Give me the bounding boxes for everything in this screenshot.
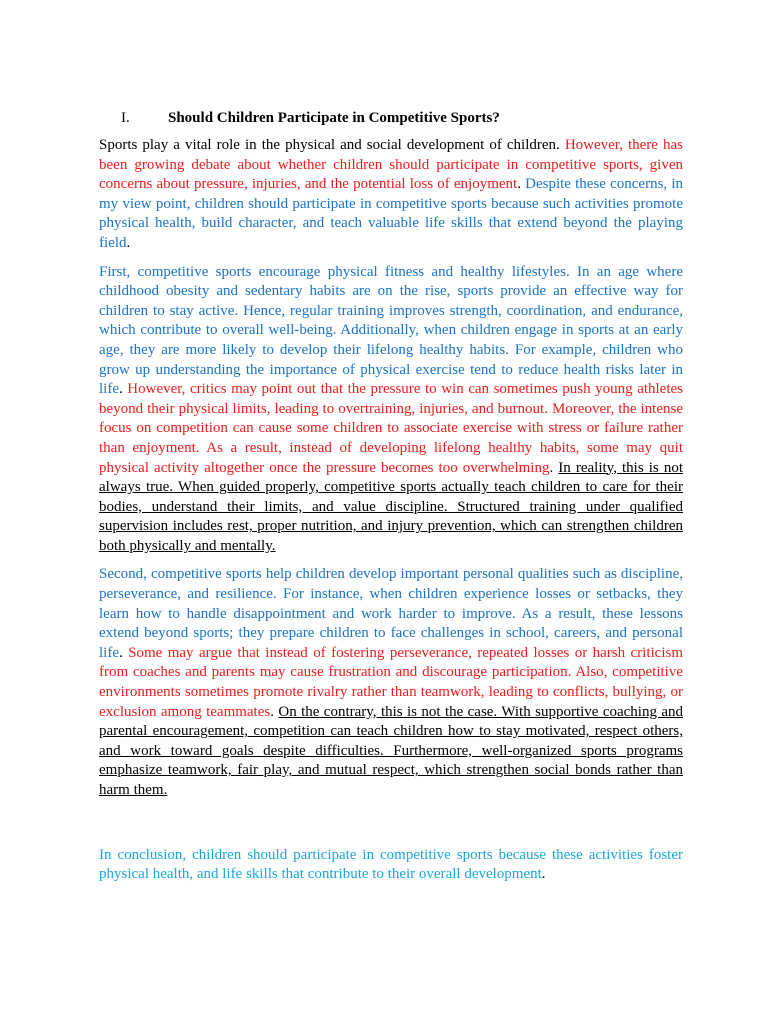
section-heading <box>99 108 683 128</box>
paragraph-spacer <box>99 810 683 846</box>
paragraph-2-segment-3: However, critics may point out that the pressure to win can sometimes push young athletes beyond their physical limits, leading to overtraining, injuries, and burnout. Moreover, the intense focus on competition can cause some children to associate exercise with stress or failure rather than enjoyment. As a result, instead of developing lifelong healthy habits, some may quit physical activity altogether once the pressure becomes too overwhelming <box>99 381 684 476</box>
paragraph-3-segment-3: Some may argue that instead of fostering perseverance, repeated losses or harsh criticism from coaches and parents may cause frustration and discourage participation. Also, competitive environments sometimes promote rivalry rather than teamwork, leading to conflicts, bullying, or exclusion among teammates <box>99 644 683 720</box>
paragraph-4 <box>99 846 683 885</box>
paragraph-3 <box>99 565 683 800</box>
paragraph-1-segment-3: . <box>517 176 526 193</box>
paragraph-2-segment-4: . <box>549 459 559 476</box>
paragraph-4-segment-1: In conclusion, children should participate in competitive sports because these activities foster physical health, and life skills that contribute to their overall development <box>99 846 683 883</box>
section-title: Should Children Participate in Competitive Sports? <box>168 110 500 126</box>
section-number: I. <box>121 110 130 126</box>
paragraph-2 <box>99 263 683 557</box>
paragraph-1-segment-1: Sports play a vital role in the physical and social development of children. <box>99 137 565 153</box>
paragraph-3-segment-4: . <box>270 703 279 720</box>
document-body <box>99 108 683 894</box>
paragraph-1 <box>99 136 683 254</box>
paragraph-2-segment-1: First, competitive sports encourage physical fitness and healthy lifestyles. In an age where childhood obesity and sedentary habits are on the rise, sports provide an effective way for children to stay active. Hence, regular training improves strength, coordination, and endurance, which contribute to overall well-being. Additionally, when children engage in sports at an early age, they are more likely to develop their lifelong healthy habits. For example, children who grow up understanding the importance of physical exercise tend to reduce health risks later in life <box>99 263 683 398</box>
paragraph-2-segment-2: . <box>119 381 128 398</box>
paragraph-1-segment-4: Despite these concerns, in my view point, children should participate in competitive sports because such activities promote physical health, build character, and teach valuable life skills that extend beyond the playing field <box>99 176 683 251</box>
paragraph-3-segment-1: Second, competitive sports help children develop important personal qualities such as discipline, perseverance, and resilience. For instance, when children experience losses or setbacks, they learn how to handle disappointment and work harder to improve. As a result, these lessons extend beyond sports; they prepare children to face challenges in school, careers, and personal life <box>99 566 683 661</box>
paragraph-3-segment-2: . <box>119 644 129 661</box>
paragraph-1-segment-5: . <box>126 234 131 251</box>
paragraphs-container <box>99 136 683 885</box>
paragraph-2-segment-5: In reality, this is not always true. When guided properly, competitive sports actually teach children to care for their bodies, understand their limits, and value discipline. Structured training under qualified supervision includes rest, proper nutrition, and injury prevention, which can strengthen children both physically and mentally. <box>99 459 684 554</box>
paragraph-1-segment-2: However, there has been growing debate about whether children should participate in competitive sports, given concerns about pressure, injuries, and the potential loss of enjoyment <box>99 137 683 193</box>
paragraph-4-segment-2: . <box>541 866 546 883</box>
paragraph-3-segment-5: On the contrary, this is not the case. With supportive coaching and parental encouragement, competition can teach children how to stay motivated, respect others, and work toward goals despite difficulties. Furthermore, well-organized sports programs emphasize teamwork, fair play, and mutual respect, which strengthen social bonds rather than harm them. <box>99 703 684 798</box>
